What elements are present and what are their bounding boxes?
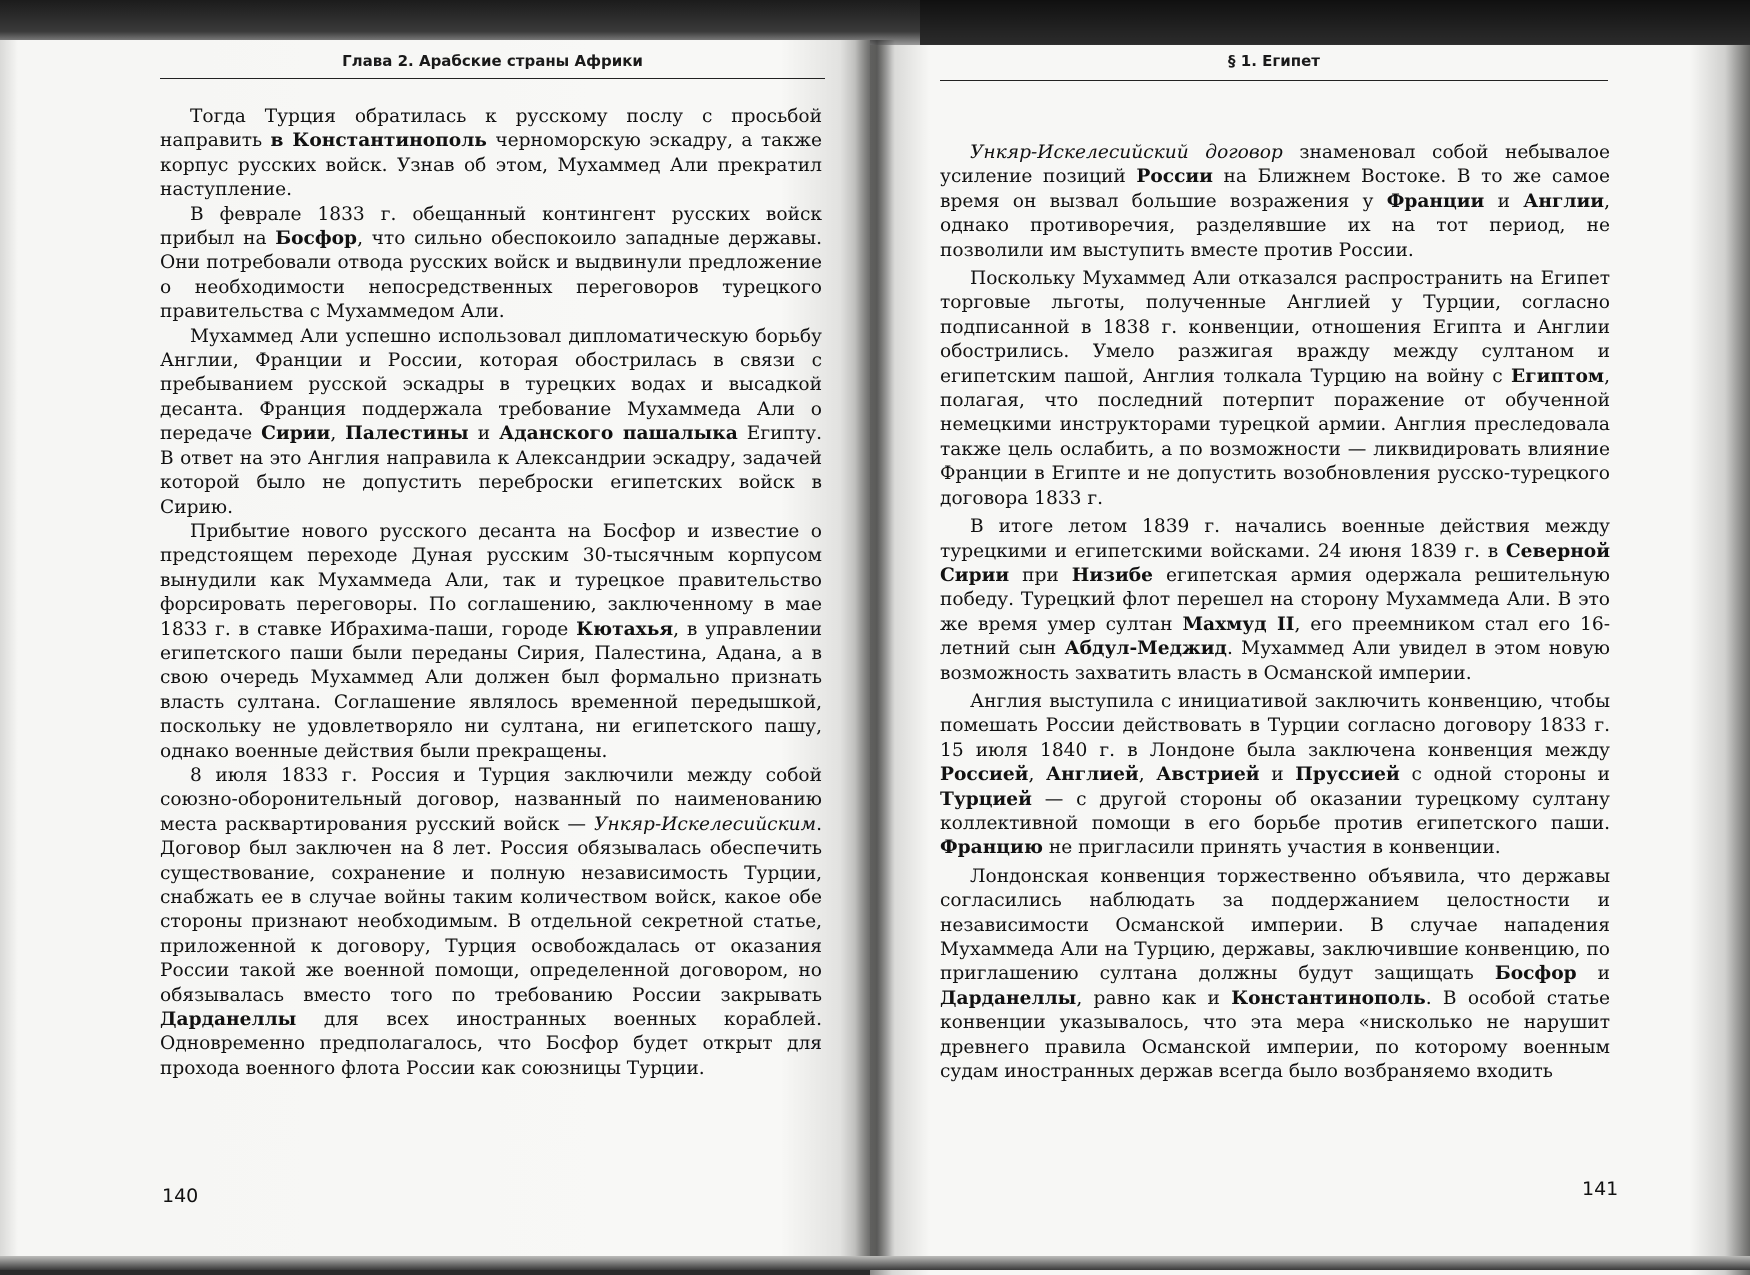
text-run: и: [1484, 190, 1524, 212]
bold-term: Босфор: [1494, 963, 1577, 985]
scan-bottom-edge: [0, 1256, 1750, 1270]
text-run: Англия выступила с инициативой заключить конвенцию, чтобы помешать России действовать в Турции согласно договору 1833 г. 15 июля 1840 г. в Лондоне была заключена конвенция между: [940, 690, 1610, 761]
paragraph: [940, 865, 1610, 1085]
bold-term: Северной Сирии: [940, 540, 1610, 586]
right-header-rule: [940, 80, 1608, 81]
paragraph: [940, 690, 1610, 861]
text-run: для всех иностранных военных кораблей. Одновременно предполагалось, что Босфор будет открыт для прохода военного флота России как союзницы Турции.: [160, 1009, 822, 1079]
text-run: , в управлении египетского паши были переданы Сирия, Палестина, Адана, а в свою очередь Мухаммед Али должен был формально признать власть султана. Соглашение являлось временной передышкой, поскольку не удовлетворяло ни султана, ни египетского пашу, однако военные действия были прекращены.: [160, 618, 822, 762]
right-running-head: § 1. Египет: [1228, 52, 1320, 70]
text-run: , полагая, что последний потерпит поражение от обученной немецкими инструкторами турецкой армии. Англия преследовала также цель ослабить, а по возможности — ликвидировать влияние Франции в Египте и не допустить возобновления русско-турецкого договора 1833 г.: [940, 365, 1610, 509]
text-run: . Договор был заключен на 8 лет. Россия обязывалась обеспечить существование, сохранение и полную независимость Турции, снабжать ее в случае войны таким количеством войск, какое обе стороны признают необходимым. В отдельной секретной статье, приложенной к договору, Турция освобождалась от оказания России такой же военной помощи, определенной договором, но обязывалась вместо того по требованию России закрывать: [160, 813, 822, 1006]
text-run: В феврале 1833 г. обещанный контингент русских войск прибыл на: [160, 203, 822, 250]
bold-term: России: [1136, 166, 1213, 188]
text-run: Египту. В ответ на это Англия направила к Александрии эскадру, задачей которой было не допустить переброски египетских войск в Сирию.: [160, 423, 823, 518]
bold-term: Кютахья: [576, 618, 674, 640]
text-run: знаменовал собой небывалое усиление позиций: [940, 142, 1610, 188]
bold-term: Дарданеллы: [940, 987, 1077, 1009]
text-run: Прибытие нового русского десанта на Босфор и известие о предстоящем переходе Дуная русским 30-тысячным корпусом вынудили как Мухаммеда Али, так и турецкое правительство форсировать переговоры. По соглашению, заключенному в мае 1833 г. в ставке Ибрахима-паши, городе: [160, 520, 822, 640]
right-body-text: [940, 141, 1610, 1088]
text-run: Тогда Турция обратилась к русскому послу с просьбой направить: [160, 106, 822, 152]
paragraph: [160, 764, 822, 1081]
text-run: ,: [330, 423, 346, 445]
text-run: 8 июля 1833 г. Россия и Турция заключили между собой союзно-оборонительный договор, названный по наименованию места расквартирования русский войск —: [160, 764, 822, 835]
text-run: ,: [1028, 764, 1047, 786]
bold-term: Сирии: [261, 423, 331, 445]
bold-term: Дарданеллы: [160, 1009, 297, 1031]
bold-term: Франции: [1386, 190, 1485, 212]
left-header-rule: [160, 78, 825, 79]
bold-term: Босфор: [275, 228, 358, 250]
text-run: с одной стороны и: [1399, 764, 1610, 786]
text-run: , однако противоречия, разделявшие их на тот период, не позволили им выступить вместе против России.: [940, 190, 1610, 261]
bold-term: Низибе: [1071, 564, 1154, 586]
paragraph: [160, 105, 822, 203]
paragraph: [160, 520, 822, 764]
bold-term: Константинополь: [1231, 987, 1426, 1009]
bold-term: Махмуд II: [1182, 613, 1295, 635]
left-running-head: Глава 2. Арабские страны Африки: [342, 52, 643, 70]
paragraph: [940, 267, 1610, 511]
bold-term: Россией: [940, 764, 1029, 786]
text-run: , равно как и: [1076, 987, 1232, 1009]
paragraph: [160, 325, 822, 520]
text-run: и: [468, 423, 500, 445]
text-run: и: [1259, 764, 1296, 786]
bold-term: Пруссией: [1295, 764, 1400, 786]
bold-term: Египтом: [1511, 365, 1605, 387]
text-run: Поскольку Мухаммед Али отказался распространить на Египет торговые льготы, полученные Англией у Турции, согласно подписанной в 1838 г. конвенции, отношения Египта и Англии обострились. Умело разжигая вражду между султаном и египетским пашой, Англия толкала Турцию на войну с: [940, 268, 1610, 387]
text-run: черноморскую эскадру, а также корпус русских войск. Узнав об этом, Мухаммед Али прекратил наступление.: [160, 130, 822, 201]
text-run: . Мухаммед Али увидел в этом новую возможность захватить власть в Османской империи.: [940, 638, 1610, 684]
text-run: на Ближнем Востоке. В то же самое время он вызвал большие возражения у: [940, 166, 1610, 212]
bold-term: в Константинополь: [270, 130, 487, 152]
book-gutter: [855, 40, 895, 1270]
italic-term: Ункяр-Искелесийским: [593, 813, 817, 835]
text-run: В итоге летом 1839 г. начались военные действия между турецкими и египетскими войсками. 24 июня 1839 г. в: [940, 516, 1610, 562]
paragraph: [940, 141, 1610, 263]
text-run: при: [1009, 564, 1072, 586]
text-run: , что сильно обеспокоило западные державы. Они потребовали отвода русских войск и выдвинули предложение о необходимости непосредственных переговоров турецкого правительства с Мухаммедом Али.: [160, 228, 822, 323]
left-page-number: 140: [162, 1185, 199, 1207]
text-run: . В особой статье конвенции указывалось, что эта мера «нисколько не нарушит древнего правила Османской империи, по которому военным судам иностранных держав всегда было возбраняемо входить: [940, 987, 1610, 1083]
text-run: египетская армия одержала решительную победу. Турецкий флот перешел на сторону Мухаммеда Али. В это же время умер султан: [940, 564, 1610, 635]
bold-term: Францию: [940, 837, 1043, 859]
text-run: не пригласили принять участия в конвенции.: [1042, 837, 1501, 859]
bold-term: Турцией: [940, 788, 1032, 810]
text-run: и: [1576, 963, 1610, 985]
bold-term: Абдул-Меджид: [1064, 638, 1227, 660]
text-run: Мухаммед Али успешно использовал дипломатическую борьбу Англии, Франции и России, которая обострилась в связи с пребыванием русской эскадры в турецких водах и высадкой десанта. Франция поддержала требование Мухаммеда Али о передаче: [160, 325, 822, 445]
bold-term: Англией: [1046, 764, 1139, 786]
italic-term: Ункяр-Искелесийский договор: [970, 142, 1283, 163]
paragraph: [940, 515, 1610, 686]
bold-term: Англии: [1523, 190, 1605, 212]
left-body-text: [160, 105, 822, 1081]
text-run: , его преемником стал его 16-летний сын: [940, 613, 1610, 660]
bold-term: Аданского пашалыка: [499, 423, 738, 445]
right-page-number: 141: [1582, 1178, 1619, 1200]
text-run: ,: [1138, 764, 1157, 786]
bold-term: Австрией: [1156, 764, 1260, 786]
text-run: — с другой стороны об оказании турецкому султану коллективной помощи в его борьбе против египетского паши.: [940, 788, 1610, 834]
bold-term: Палестины: [345, 423, 469, 445]
text-run: Лондонская конвенция торжественно объявила, что державы согласились наблюдать за поддержанием целостности и независимости Османской империи. В случае нападения Мухаммеда Али на Турцию, державы, заключившие конвенцию, по приглашению султана должны будут защищать: [940, 865, 1610, 985]
paragraph: [160, 203, 822, 325]
